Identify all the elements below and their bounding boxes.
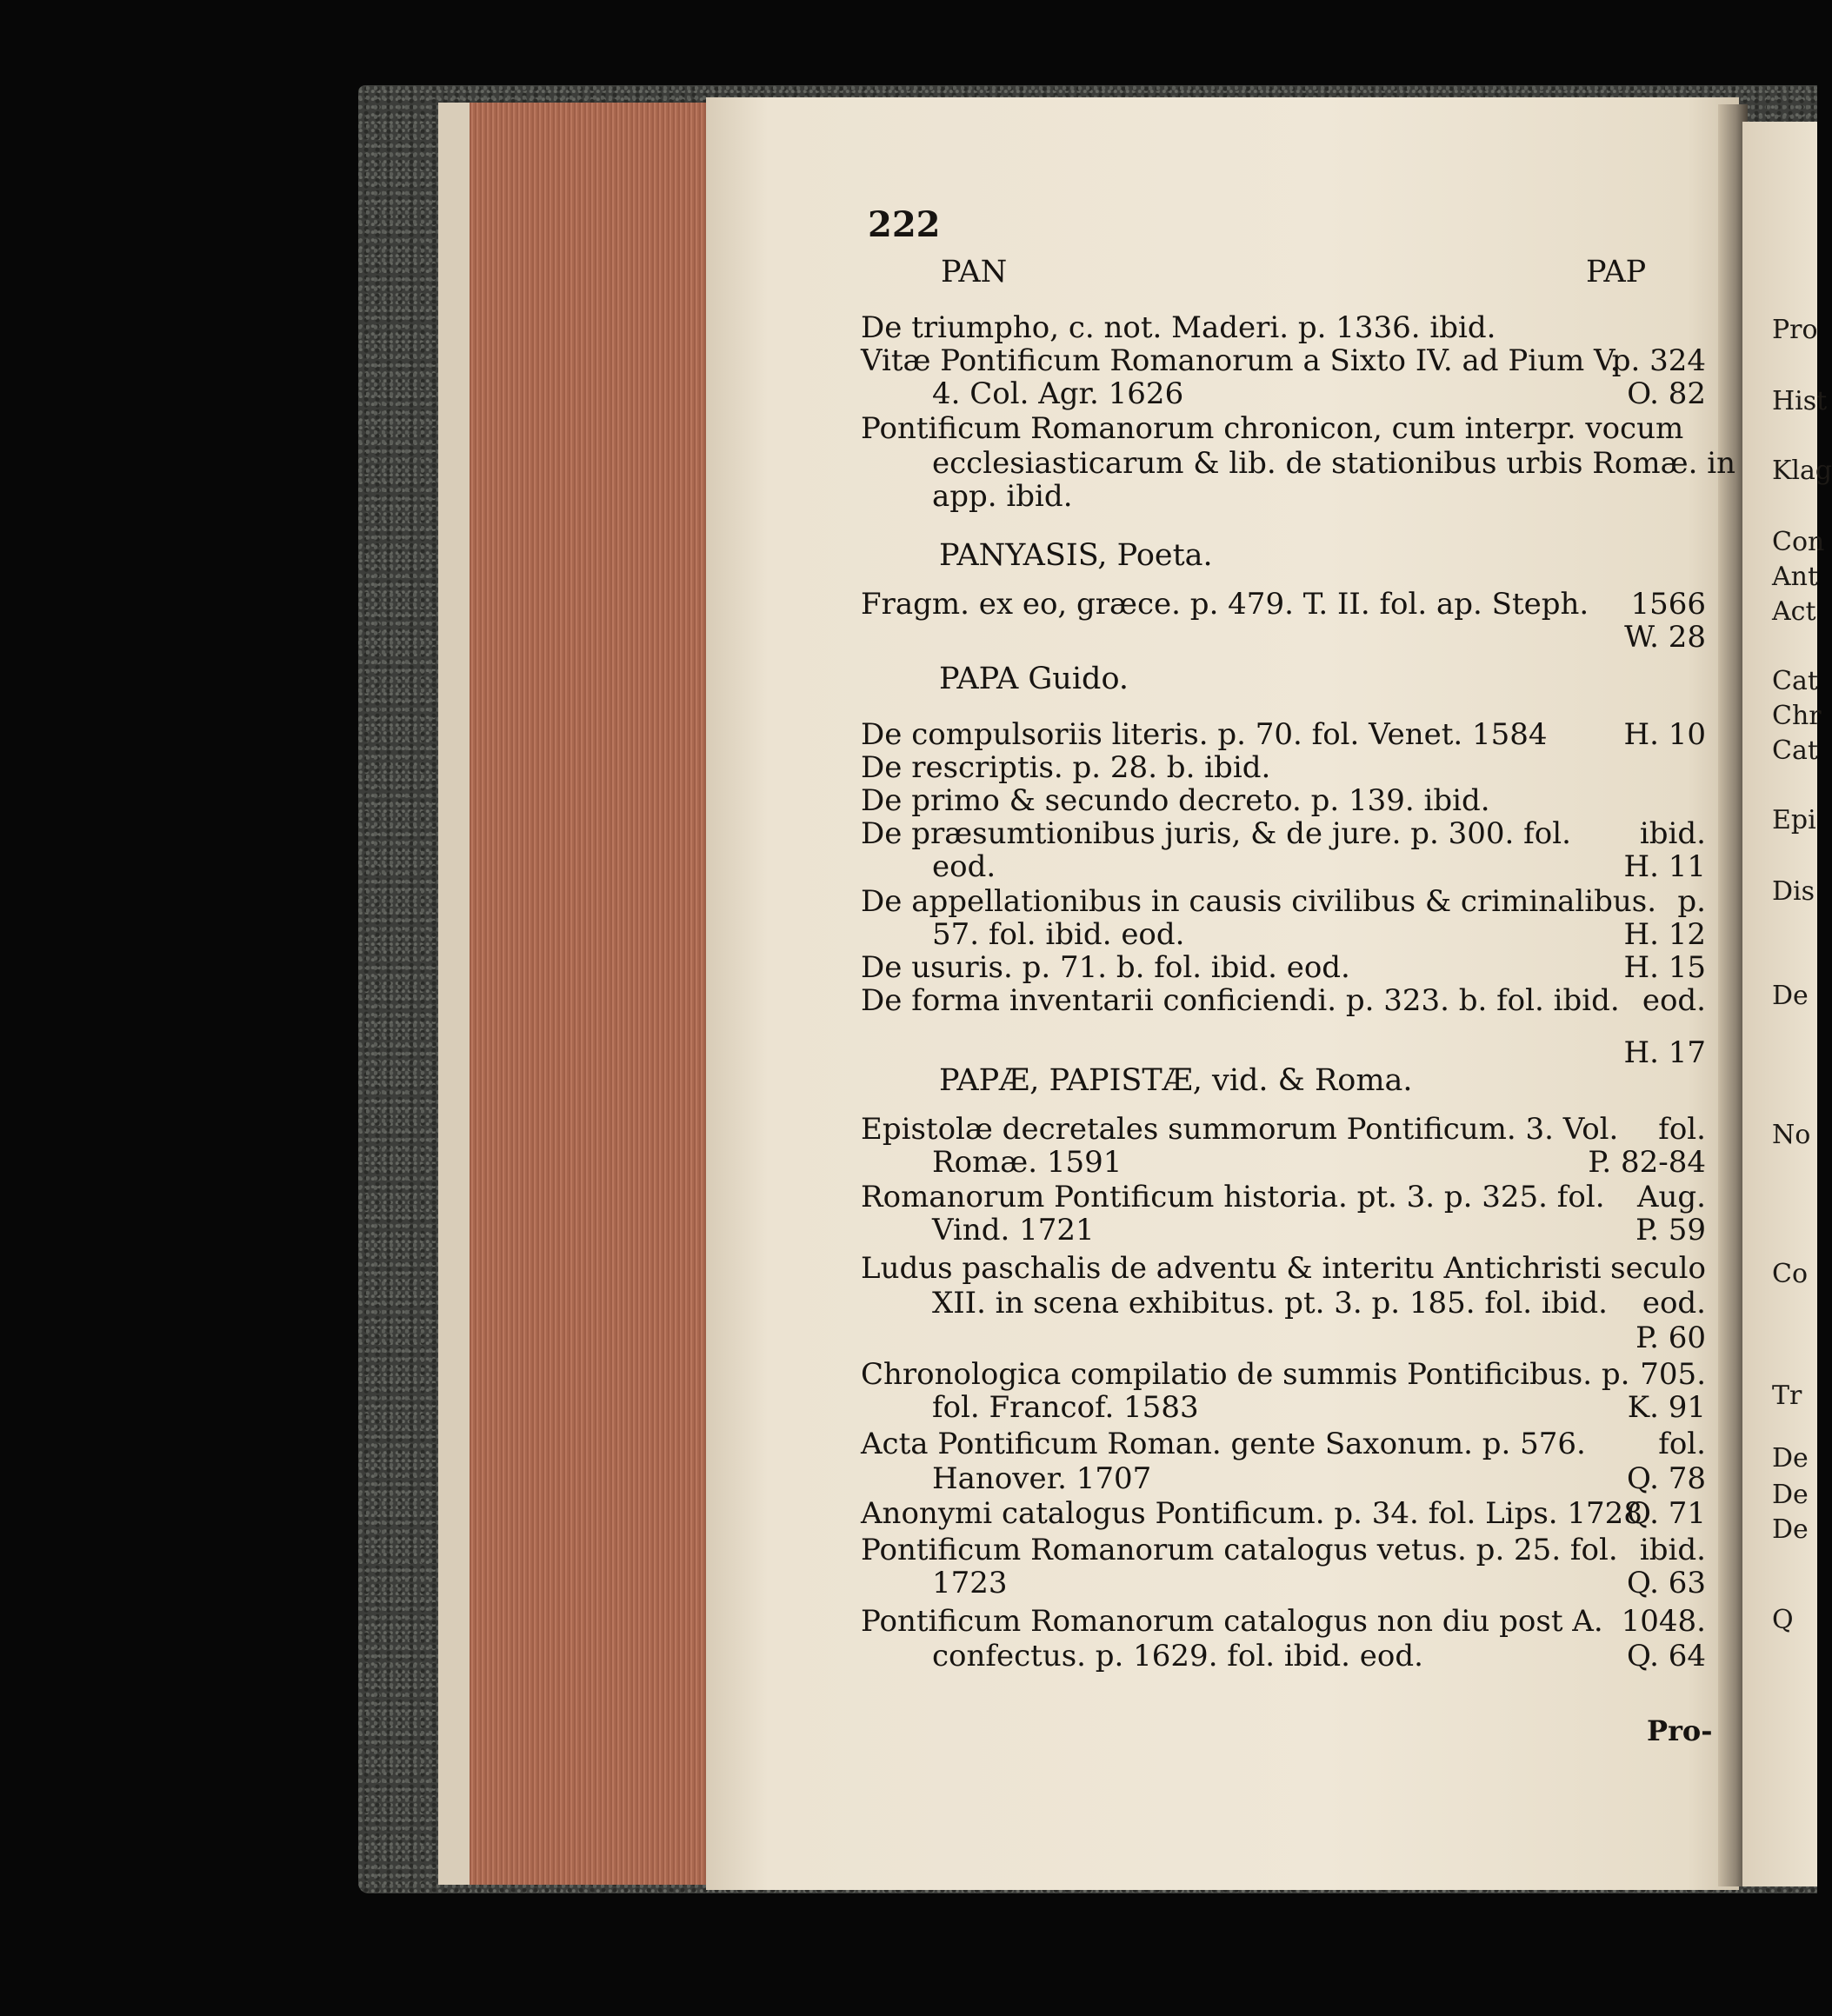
facing-fragment: Klag <box>1772 456 1832 486</box>
facing-fragment: Chr <box>1772 701 1822 731</box>
section-heading: PANYASIS, Poeta. <box>939 538 1213 573</box>
page-number: 222 <box>868 204 941 245</box>
facing-fragment: Tr <box>1772 1381 1802 1411</box>
running-head-right: PAP <box>1586 255 1647 289</box>
facing-fragment: Ant <box>1772 562 1819 592</box>
facing-fragment: Co <box>1772 1259 1809 1289</box>
facing-fragment: Act <box>1772 596 1816 627</box>
facing-fragment: Con <box>1772 527 1825 557</box>
facing-fragment: Cat <box>1772 666 1818 696</box>
facing-fragment: Hist <box>1772 386 1828 416</box>
facing-fragment: De <box>1772 1480 1809 1510</box>
facing-fragment: De <box>1772 1514 1809 1545</box>
facing-fragment: Cat <box>1772 735 1818 766</box>
facing-fragment: No <box>1772 1120 1811 1150</box>
facing-fragment: De <box>1772 981 1809 1011</box>
running-head-left: PAN <box>941 255 1008 289</box>
facing-fragment: De <box>1772 1443 1809 1474</box>
catchword: Pro- <box>1647 1714 1713 1747</box>
facing-fragment: Q <box>1772 1605 1794 1635</box>
page-edges <box>438 103 706 1885</box>
facing-fragment: Dis <box>1772 876 1815 907</box>
facing-page-text <box>1742 122 1832 1886</box>
facing-fragment: Pro <box>1772 315 1818 345</box>
section-heading: PAPA Guido. <box>939 662 1129 696</box>
facing-fragment: Epi <box>1772 805 1816 835</box>
section-heading: PAPÆ, PAPISTÆ, vid. & Roma. <box>939 1063 1413 1098</box>
facing-page <box>1742 122 1832 1886</box>
